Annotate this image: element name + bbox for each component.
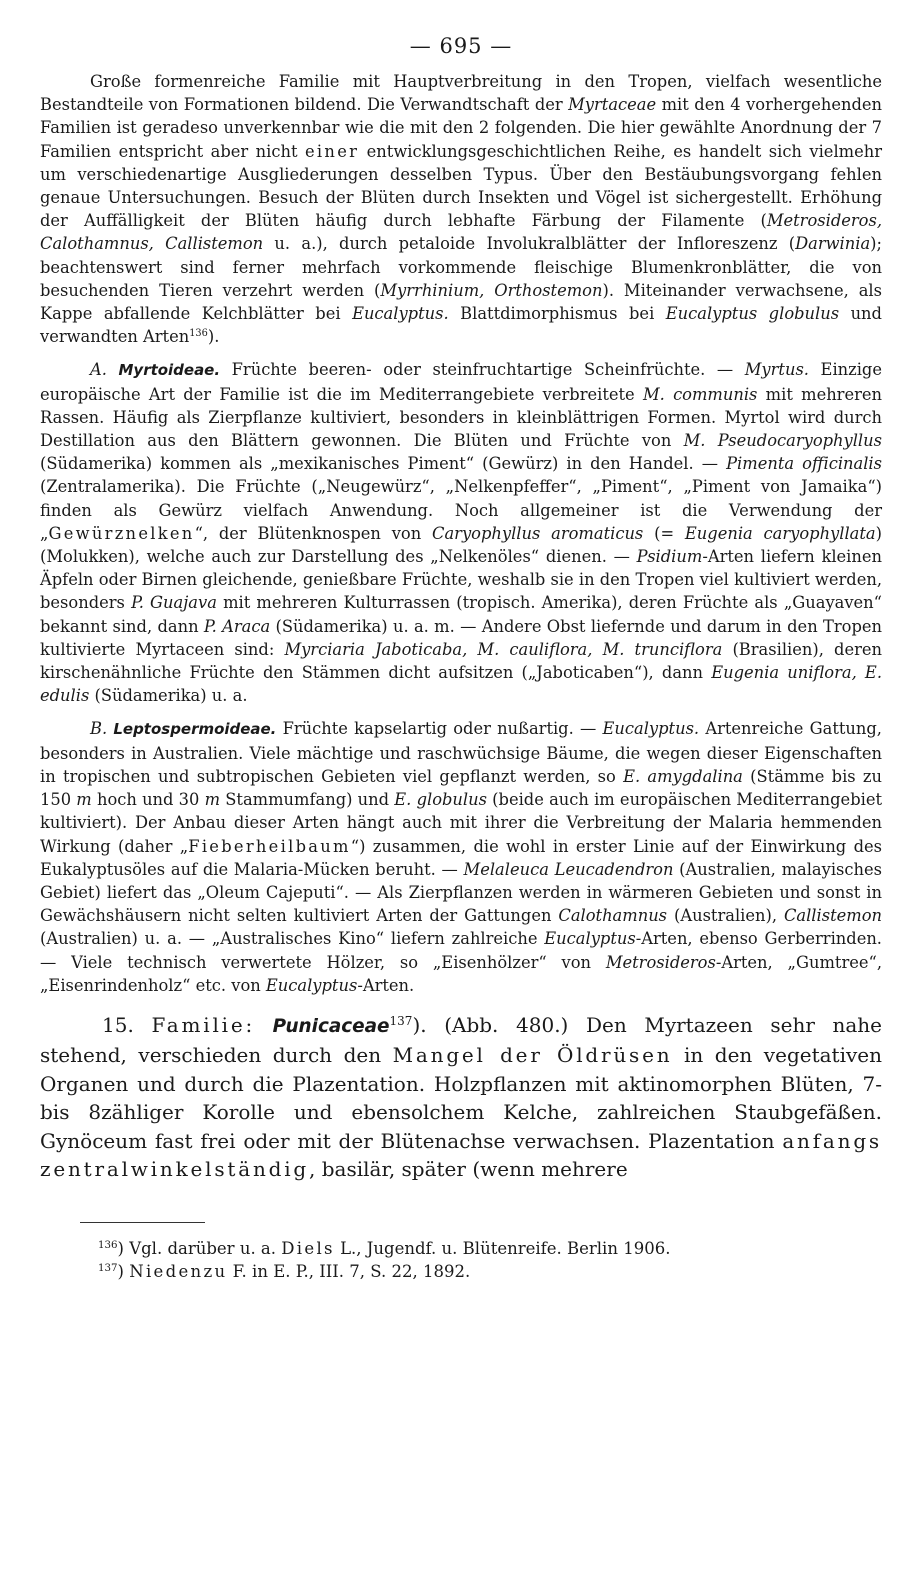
section-label: A. — [90, 360, 107, 380]
page-number: — 695 — — [409, 34, 513, 58]
section-heading: Leptospermoideae. — [113, 720, 277, 739]
leptospermoideae-paragraph: B. Leptospermoideae. Früchte kapselartig oder nußartig. — Eucalyptus. Artenreiche Gattung, besonders in Australien. Viele mächtige und raschwüchsige Bäume, die wegen dieser Eigenschaften in tropischen und subtropischen Gebieten viel gepflanzt werden, so E. amygdalina (Stämme bis zu 150 m hoch und 30 m Stammumfang) und E. globulus (beide auch im europäischen Mediterrangebiet kultiviert). Der Anbau dieser Arten hängt auch mit ihrer die Verbreitung der Malaria hemmenden Wirkung (daher „Fieberheilbaum“) zusammen, die wohl in erster Linie auf der Einwirkung des Eukalyptusöles auf die Malaria-Mücken beruht. — Melaleuca Leucadendron (Australien, malayisches Gebiet) liefert das „Oleum Cajeputi“. — Als Zierpflanzen werden in wärmeren Gebieten und sonst in Gewächshäusern nicht selten kultiviert Arten der Gattungen Calothamnus (Australien), Callistemon (Australien) u. a. — „Australisches Kino“ liefern zahlreiche Eucalyptus-Arten, ebenso Gerberrinden. — Viele technisch verwertete Hölzer, so „Eisenhölzer“ von Metrosideros-Arten, „Gumtree“, „Eisenrindenholz“ etc. von Eucalyptus-Arten. — [40, 719, 882, 995]
footnote-136: $^{136}$) Vgl. darüber u. a. Diels L., Jugendf. u. Blütenreife. Berlin 1906. — [98, 1238, 671, 1258]
punicaceae-paragraph: 15. Familie: Punicaceae$^{137}$). (Abb. 480.) Den Myrtazeen sehr nahe stehend, verschieden durch den Mangel der Öldrüsen in den vegetativen Organen und durch die Plazentation. Holzpflanzen mit aktinomorphen Blüten, 7- bis 8zähliger Korolle und ebensolchem Kelche, zahlreichen Staubgefäßen. Gynöceum fast frei oder mit der Blütenachse verwachsen. Plazentation anfangs zentralwinkelständig, basilär, später (wenn mehrere — [40, 1012, 883, 1182]
footnote-ref: 136 — [189, 328, 208, 340]
section-label: B. — [90, 719, 108, 739]
footnotes — [40, 1237, 882, 1283]
footnote-divider — [80, 1222, 205, 1223]
section-heading: Myrtoideae. — [118, 361, 221, 380]
footnote-ref: 137 — [389, 1013, 413, 1028]
footnote-137: $^{137}$) Niedenzu F. in E. P., III. 7, S. 22, 1892. — [98, 1261, 471, 1281]
intro-paragraph: Große formenreiche Familie mit Hauptverbreitung in den Tropen, vielfach wesentliche Bestandteile von Formationen bildend. Die Verwandtschaft der Myrtaceae mit den 4 vorhergehenden Familien ist geradeso unverkennbar wie die mit den 2 folgenden. Die hier gewählte Anordnung der 7 Familien entspricht aber nicht einer entwicklungsgeschichtlichen Reihe, es handelt sich vielmehr um verschiedenartige Ausgliederungen desselben Typus. Über den Bestäubungsvorgang fehlen genaue Untersuchungen. Besuch der Blüten durch Insekten und Vögel ist sichergestellt. Erhöhung der Auffälligkeit der Blüten häufig durch lebhafte Färbung der Filamente (Metrosideros, Calothamnus, Callistemon u. a.), durch petaloide Involukralblätter der Infloreszenz (Darwinia); beachtenswert sind ferner mehrfach vorkommende fleischige Blumenkronblätter, die von besuchenden Tieren verzehrt werden (Myrrhinium, Orthostemon). Miteinander verwachsene, als Kappe abfallende Kelchblätter bei Eucalyptus. Blattdimorphismus bei Eucalyptus globulus und verwandten Arten$^{136}$). — [40, 72, 883, 347]
myrtoideae-paragraph: A. Myrtoideae. Früchte beeren- oder steinfruchtartige Scheinfrüchte. — Myrtus. Einzige europäische Art der Familie ist die im Mediterrangebiete verbreitete M. communis mit mehreren Rassen. Häufig als Zierpflanze kultiviert, besonders in kleinblättrigen Formen. Myrtol wird durch Destillation aus den Blättern gewonnen. Die Blüten und Früchte von M. Pseudocaryophyllus (Südamerika) kommen als „mexikanisches Piment“ (Gewürz) in den Handel. — Pimenta officinalis (Zentralamerika). Die Früchte („Neugewürz“, „Nelkenpfeffer“, „Piment“, „Piment von Jamaika“) finden als Gewürz vielfach Anwendung. Noch allgemeiner ist die Verwendung der „Gewürznelken“, der Blütenknospen von Caryophyllus aromaticus (= Eugenia caryophyllata) (Molukken), welche auch zur Darstellung des „Nelkenöles“ dienen. — Psidium-Arten liefern kleinen Äpfeln oder Birnen gleichende, genießbare Früchte, weshalb sie in den Tropen viel kultiviert werden, besonders P. Guajava mit mehreren Kulturrassen (tropisch. Amerika), deren Früchte als „Guayaven“ bekannt sind, dann P. Araca (Südamerika) u. a. m. — Andere Obst liefernde und darum in den Tropen kultivierte Myrtaceen sind: Myrciaria Jaboticaba, M. cauliflora, M. trunciflora (Brasilien), deren kirschenähnliche Früchte den Stämmen dicht aufsitzen („Jaboticaben“), dann Eugenia uniflora, E. edulis (Südamerika) u. a. — [40, 360, 883, 706]
book-page — [40, 34, 882, 1283]
family-heading: Punicaceae — [272, 1015, 390, 1037]
